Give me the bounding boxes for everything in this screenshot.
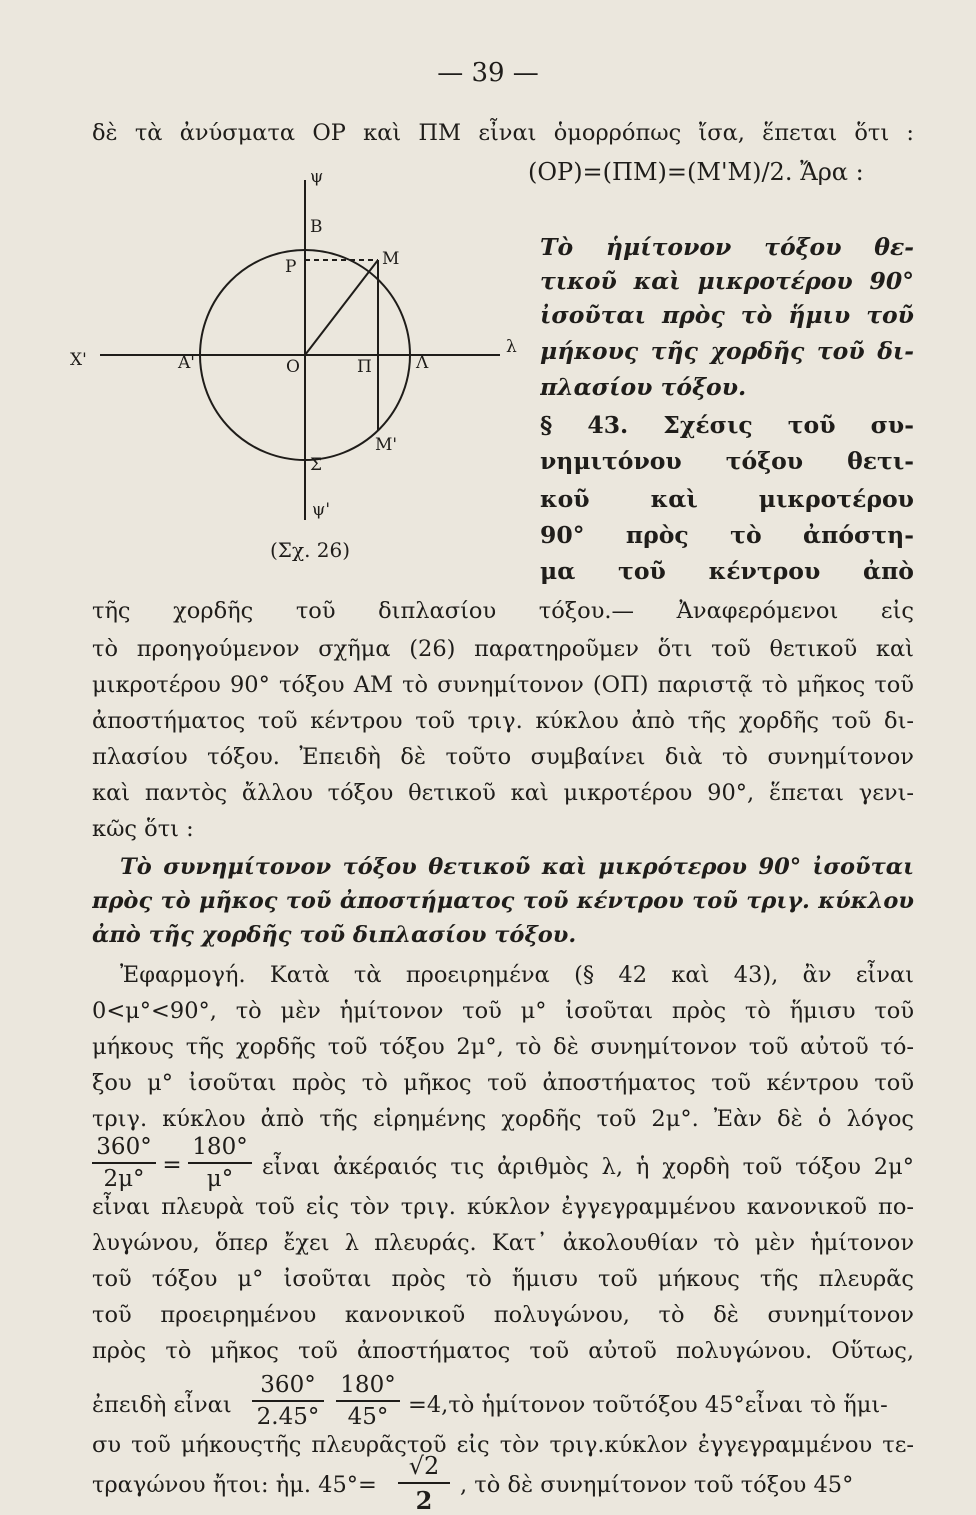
unit-circle-diagram xyxy=(60,160,540,590)
text-line: 0<μ°<90°, τὸ μὲν ἡμίτονον τοῦ μ° ἰσοῦται πρὸς τὸ ἥμισυ τοῦ xyxy=(92,998,914,1024)
text-line: , τὸ δὲ συνημίτονον τοῦ τόξου 45° xyxy=(460,1472,854,1498)
label-lambda-cap: Λ xyxy=(416,353,429,373)
label-psi: ψ xyxy=(310,167,324,187)
side-line: κοῦ καὶ μικροτέρου xyxy=(540,485,914,513)
fraction-sqrt2-2: √2 2 xyxy=(398,1452,450,1515)
text-line: συ τοῦ μήκουςτῆς πλευρᾶςτοῦ εἰς τὸν τριγ.κύκλον ἐγγεγραμμένου τε- xyxy=(92,1432,914,1458)
text-line: δὲ τὰ ἀνύσματα ΟΡ καὶ ΠΜ εἶναι ὁμορρόπως ἴσα, ἕπεται ὅτι : xyxy=(92,120,914,146)
fraction-180-45: 180° 45° xyxy=(336,1372,400,1430)
label-m-prime: Μ' xyxy=(375,435,398,455)
text-line: τριγ. κύκλου ἀπὸ τῆς εἰρημένης χορδῆς τοῦ 2μ°. Ἐὰν δὲ ὁ λόγος xyxy=(92,1106,914,1132)
fraction-360-2mu: 360° 2μ° xyxy=(92,1134,156,1192)
side-line: 90° πρὸς τὸ ἀπόστη- xyxy=(540,521,914,549)
label-p: Ρ xyxy=(285,257,297,277)
theorem-line: Τὸ συνημίτονον τόξου θετικοῦ καὶ μικρότερου 90° ἰσοῦται xyxy=(120,854,914,880)
label-o: Ο xyxy=(286,357,300,377)
theorem-line: πρὸς τὸ μῆκος τοῦ ἀποστήματος τοῦ κέντρου τοῦ τριγ. κύκλου xyxy=(92,888,914,914)
text-line: =4,τὸ ἡμίτονον τοῦτόξου 45°εἶναι τὸ ἥμι- xyxy=(408,1392,888,1418)
page-number: — 39 — xyxy=(437,58,539,88)
label-lambda: λ xyxy=(506,337,517,357)
equation-top: (ΟΡ)=(ΠΜ)=(Μ'Μ)/2. Ἄρα : xyxy=(528,158,864,186)
text-line: πρὸς τὸ μῆκος τοῦ ἀποστήματος τοῦ αὐτοῦ πολυγώνου. Οὕτως, xyxy=(92,1338,914,1364)
text-line: τοῦ προειρημένου κανονικοῦ πολυγώνου, τὸ δὲ συνημίτονον xyxy=(92,1302,914,1328)
side-line: μα τοῦ κέντρου ἀπὸ xyxy=(540,557,914,585)
text-line: πλασίου τόξου. Ἐπειδὴ δὲ τοῦτο συμβαίνει διὰ τὸ συνημίτονον xyxy=(92,744,914,770)
text-line: εἶναι πλευρὰ τοῦ εἰς τὸν τριγ. κύκλον ἐγγεγραμμένου κανονικοῦ πο- xyxy=(92,1194,914,1220)
side-line: ἰσοῦται πρὸς τὸ ἥμιυ τοῦ xyxy=(540,301,914,329)
side-line: Τὸ ἡμίτονον τόξου θε- xyxy=(540,233,914,261)
label-a-prime: Α' xyxy=(178,353,195,373)
text-line: ἐπειδὴ εἶναι xyxy=(92,1392,232,1418)
text-line: ξου μ° ἰσοῦται πρὸς τὸ μῆκος τοῦ ἀποστήματος τοῦ κέντρου τοῦ xyxy=(92,1070,914,1096)
text-line: ἀποστήματος τοῦ κέντρου τοῦ τριγ. κύκλου ἀπὸ τῆς χορδῆς τοῦ δι- xyxy=(92,708,914,734)
side-line: μήκους τῆς χορδῆς τοῦ δι- xyxy=(540,337,914,365)
label-x: Χ' xyxy=(70,350,87,370)
text-line: μικροτέρου 90° τόξου ΑΜ τὸ συνημίτονον (ΟΠ) παριστᾷ τὸ μῆκος τοῦ xyxy=(92,672,914,698)
text-line: τοῦ τόξου μ° ἰσοῦται πρὸς τὸ ἥμισυ τοῦ μήκους τῆς πλευρᾶς xyxy=(92,1266,914,1292)
text-line: καὶ παντὸς ἄλλου τόξου θετικοῦ καὶ μικροτέρου 90°, ἕπεται γενι- xyxy=(92,780,914,806)
text-line: Ἐφαρμογή. Κατὰ τὰ προειρημένα (§ 42 καὶ 43), ἂν εἶναι xyxy=(120,962,914,988)
text-line: κῶς ὅτι : xyxy=(92,816,194,842)
side-line: τικοῦ καὶ μικροτέρου 90° xyxy=(540,267,914,295)
label-psi-prime: ψ' xyxy=(312,500,331,520)
side-line: § 43. Σχέσις τοῦ συ- xyxy=(540,411,914,439)
fraction-360-245: 360° 2.45° xyxy=(252,1372,324,1430)
side-line: νημιτόνου τόξου θετι- xyxy=(540,447,914,475)
text-line: μήκους τῆς χορδῆς τοῦ τόξου 2μ°, τὸ δὲ συνημίτονον τοῦ αὐτοῦ τό- xyxy=(92,1034,914,1060)
text-line: τῆς χορδῆς τοῦ διπλασίου τόξου.— Ἀναφερόμενοι εἰς xyxy=(92,598,914,624)
text-line: εἶναι ἀκέραιός τις ἀριθμὸς λ, ἡ χορδὴ τοῦ τόξου 2μ° xyxy=(262,1154,914,1180)
theorem-line: ἀπὸ τῆς χορδῆς τοῦ διπλασίου τόξου. xyxy=(92,922,577,948)
label-b: Β xyxy=(310,217,323,237)
text-line: τὸ προηγούμενον σχῆμα (26) παρατηροῦμεν ὅτι τοῦ θετικοῦ καὶ xyxy=(92,636,914,662)
label-m: Μ xyxy=(382,249,400,269)
label-sigma: Σ xyxy=(310,455,323,475)
text-line: τραγώνου ἤτοι: ἡμ. 45°= xyxy=(92,1472,377,1498)
side-line: πλασίου τόξου. xyxy=(540,373,747,401)
figure-unit-circle xyxy=(60,160,540,590)
text-line: λυγώνου, ὅπερ ἔχει λ πλευράς. Κατ᾽ ἀκολουθίαν τὸ μὲν ἡμίτονον xyxy=(92,1230,914,1256)
radius-om xyxy=(305,260,378,355)
figure-caption: (Σχ. 26) xyxy=(270,538,351,562)
equals-sign: = xyxy=(162,1152,182,1178)
fraction-180-mu: 180° μ° xyxy=(188,1134,252,1192)
label-pi: Π xyxy=(357,357,372,377)
